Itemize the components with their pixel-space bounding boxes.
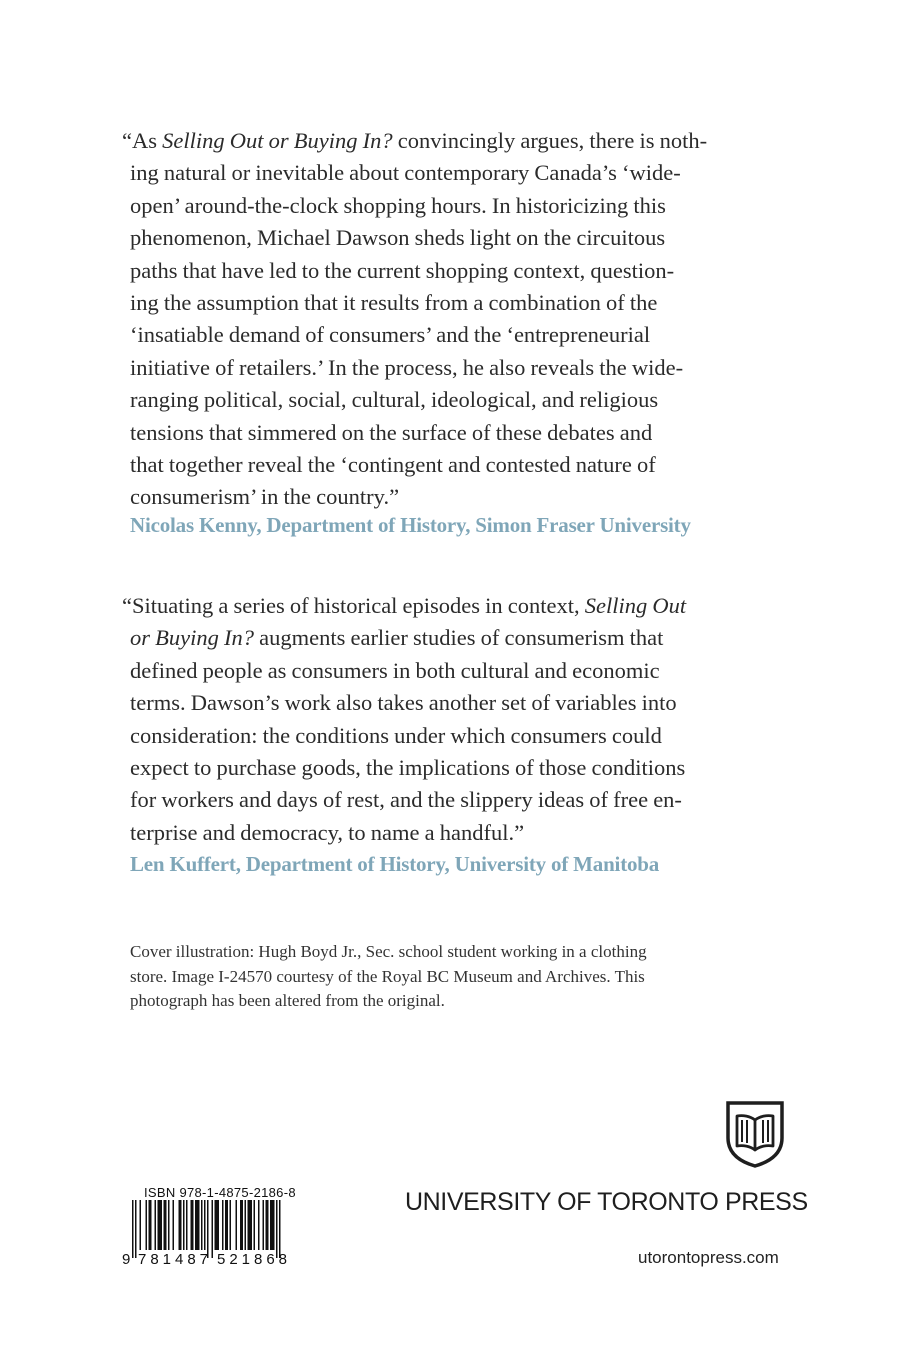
publisher-book-shield-icon bbox=[725, 1100, 785, 1168]
quote-text: augments earlier studies of consumerism that bbox=[253, 625, 664, 651]
barcode-bar bbox=[254, 1200, 256, 1250]
barcode-bar bbox=[279, 1200, 281, 1258]
publisher-name: UNIVERSITY OF TORONTO PRESS bbox=[405, 1188, 808, 1216]
barcode-bar bbox=[276, 1200, 278, 1258]
barcode-bar bbox=[191, 1200, 194, 1250]
quote-text: terprise and democracy, to name a handful.” bbox=[130, 819, 525, 845]
quote-text: open’ around-the-clock shopping hours. In historicizing this bbox=[130, 192, 666, 218]
quote-text: phenomenon, Michael Dawson sheds light on the circuitous bbox=[130, 225, 666, 251]
barcode-bar bbox=[158, 1200, 163, 1250]
quote-line bbox=[130, 190, 780, 222]
barcode-bar bbox=[149, 1200, 152, 1250]
quote-line bbox=[130, 222, 780, 254]
barcode-bar bbox=[230, 1200, 232, 1250]
barcode-bar bbox=[146, 1200, 148, 1250]
barcode-bar bbox=[179, 1200, 182, 1250]
quote-line bbox=[130, 157, 780, 189]
barcode-bar bbox=[266, 1200, 269, 1250]
book-title-italic: or Buying In? bbox=[130, 625, 254, 651]
publisher-url[interactable]: utorontopress.com bbox=[638, 1248, 779, 1267]
barcode-bar bbox=[215, 1200, 220, 1250]
isbn-label: ISBN 978-1-4875-2186-8 bbox=[144, 1185, 296, 1200]
barcode-bar bbox=[270, 1200, 275, 1250]
barcode-bar bbox=[207, 1200, 209, 1258]
quote-text: tensions that simmered on the surface of these debates and bbox=[130, 419, 653, 445]
quote-text: ‘insatiable demand of consumers’ and the ‘entrepreneurial bbox=[130, 322, 651, 348]
quote-line bbox=[130, 622, 780, 654]
quote-text: “As bbox=[122, 128, 163, 153]
cover-credit-line: photograph has been altered from the original. bbox=[130, 991, 445, 1010]
quote-line bbox=[130, 319, 780, 351]
quote-line bbox=[130, 817, 780, 849]
barcode-bars bbox=[132, 1200, 281, 1258]
barcode-digit-group-1: 781487 bbox=[138, 1251, 208, 1268]
quote-text: expect to purchase goods, the implications of those conditions bbox=[130, 755, 686, 781]
barcode-bar bbox=[263, 1200, 265, 1250]
quote-text: consideration: the conditions under which consumers could bbox=[130, 722, 662, 748]
quote-line bbox=[130, 449, 780, 481]
blurb-attribution-1: Nicolas Kenny, Department of History, Simon Fraser University bbox=[130, 513, 691, 537]
quote-text: for workers and days of rest, and the slippery ideas of free en- bbox=[130, 787, 682, 813]
barcode-digit-prefix: 9 bbox=[122, 1251, 131, 1268]
barcode-bar bbox=[183, 1200, 185, 1250]
barcode-bar bbox=[195, 1200, 200, 1250]
quote-line bbox=[130, 255, 780, 287]
quote-text: “Situating a series of historical episodes in context, bbox=[122, 593, 585, 618]
blurb-quote-2 bbox=[122, 590, 780, 849]
quote-line bbox=[130, 720, 780, 752]
quote-text: terms. Dawson’s work also takes another set of variables into bbox=[130, 690, 677, 716]
quote-line bbox=[122, 125, 780, 157]
barcode-bar bbox=[201, 1200, 203, 1250]
quote-line bbox=[130, 481, 780, 513]
quote-line bbox=[130, 352, 780, 384]
book-title-italic: Selling Out bbox=[584, 593, 687, 618]
barcode-bar bbox=[248, 1200, 253, 1250]
barcode-bar bbox=[155, 1200, 157, 1250]
barcode-bar bbox=[164, 1200, 167, 1250]
quote-line bbox=[130, 752, 780, 784]
quote-text: consumerism’ in the country.” bbox=[130, 484, 400, 510]
barcode-bar bbox=[236, 1200, 238, 1250]
blurb-attribution-2: Len Kuffert, Department of History, University of Manitoba bbox=[130, 852, 660, 876]
quote-text: convincingly argues, there is noth- bbox=[392, 128, 708, 153]
cover-credit-line: Cover illustration: Hugh Boyd Jr., Sec. school student working in a clothing bbox=[130, 942, 647, 961]
quote-line bbox=[122, 590, 780, 622]
quote-line bbox=[130, 784, 780, 816]
barcode-bar bbox=[222, 1200, 224, 1250]
barcode-bar bbox=[132, 1200, 134, 1258]
isbn-barcode bbox=[118, 1200, 298, 1270]
barcode-bar bbox=[258, 1200, 260, 1250]
barcode-bar bbox=[212, 1200, 214, 1258]
barcode-bar bbox=[173, 1200, 175, 1250]
quote-text: ranging political, social, cultural, ideological, and religious bbox=[130, 387, 659, 413]
cover-credit bbox=[130, 940, 780, 1014]
quote-line bbox=[130, 287, 780, 319]
quote-text: ing the assumption that it results from a combination of the bbox=[130, 290, 658, 316]
barcode-digit-group-2: 521868 bbox=[217, 1251, 287, 1268]
barcode-bar bbox=[135, 1200, 137, 1258]
barcode-bar bbox=[204, 1200, 206, 1250]
barcode-bar bbox=[140, 1200, 142, 1250]
barcode-bar bbox=[240, 1200, 243, 1250]
quote-text: paths that have led to the current shopping context, question- bbox=[130, 257, 675, 283]
cover-credit-line: store. Image I-24570 courtesy of the Royal BC Museum and Archives. This bbox=[130, 966, 645, 986]
quote-line bbox=[130, 417, 780, 449]
quote-line bbox=[130, 687, 780, 719]
quote-text: initiative of retailers.’ In the process, he also reveals the wide- bbox=[130, 354, 684, 380]
barcode-bar bbox=[186, 1200, 188, 1250]
book-title-italic: Selling Out or Buying In? bbox=[162, 128, 393, 153]
quote-text: defined people as consumers in both cultural and economic bbox=[130, 657, 660, 683]
barcode-bar bbox=[168, 1200, 170, 1250]
barcode-bar bbox=[245, 1200, 247, 1250]
quote-text: that together reveal the ‘contingent and contested nature of bbox=[130, 452, 656, 478]
quote-text: ing natural or inevitable about contemporary Canada’s ‘wide- bbox=[130, 160, 681, 186]
blurb-quote-1 bbox=[122, 125, 780, 514]
quote-line bbox=[130, 655, 780, 687]
quote-line bbox=[130, 384, 780, 416]
barcode-bar bbox=[225, 1200, 228, 1250]
